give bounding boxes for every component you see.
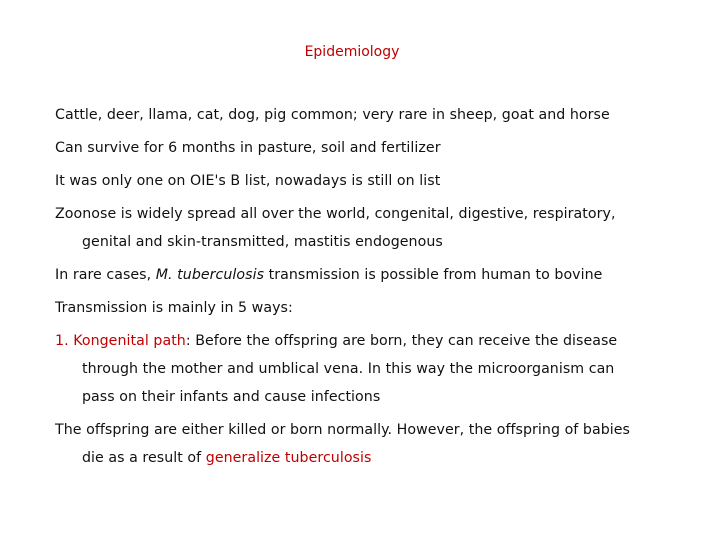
- paragraph-zoonose: [55, 204, 705, 252]
- paragraph-kongenital-path: [55, 331, 705, 407]
- paragraph-human-transmission: [55, 265, 705, 285]
- kongenital-path-label: 1. Kongenital path: [55, 333, 186, 349]
- offspring-line-2-prefix: die as a result of: [82, 450, 206, 466]
- paragraph-kongenital-path-line-1: [55, 331, 705, 351]
- paragraph-human-transmission-text: [55, 265, 705, 285]
- paragraph-kongenital-path-line-2: through the mother and umblical vena. In this way the microorganism can: [82, 361, 615, 377]
- paragraph-zoonose-line-2: genital and skin-transmitted, mastitis endogenous: [82, 234, 443, 250]
- paragraph-offspring-line-2: [55, 448, 705, 468]
- paragraph-hosts: [55, 105, 705, 125]
- slide-title: Epidemiology: [304, 44, 400, 60]
- paragraph-transmission-ways-text: Transmission is mainly in 5 ways:: [55, 300, 293, 316]
- paragraph-oie-list: [55, 171, 705, 191]
- human-transmission-prefix: In rare cases,: [55, 267, 156, 283]
- paragraph-kongenital-path-line-3: pass on their infants and cause infections: [82, 389, 381, 405]
- kongenital-path-line-1-rest: : Before the offspring are born, they can receive the disease: [185, 333, 618, 349]
- paragraph-hosts-text: Cattle, deer, llama, cat, dog, pig common; very rare in sheep, goat and horse: [55, 107, 610, 123]
- paragraph-survival: [55, 138, 705, 158]
- paragraph-offspring-line-1: The offspring are either killed or born normally. However, the offspring of babies: [55, 422, 630, 438]
- species-name: M. tuberculosis: [155, 267, 265, 283]
- paragraph-oie-list-text: It was only one on OIE's B list, nowadays is still on list: [55, 173, 441, 189]
- paragraph-offspring: [55, 420, 705, 468]
- paragraph-zoonose-line-1: Zoonose is widely spread all over the world, congenital, digestive, respiratory,: [55, 206, 616, 222]
- slide-body: [55, 105, 705, 468]
- human-transmission-suffix: transmission is possible from human to bovine: [264, 267, 603, 283]
- generalize-tuberculosis-term: generalize tuberculosis: [205, 450, 372, 466]
- paragraph-survival-text: Can survive for 6 months in pasture, soil and fertilizer: [55, 140, 441, 156]
- paragraph-transmission-ways: [55, 298, 705, 318]
